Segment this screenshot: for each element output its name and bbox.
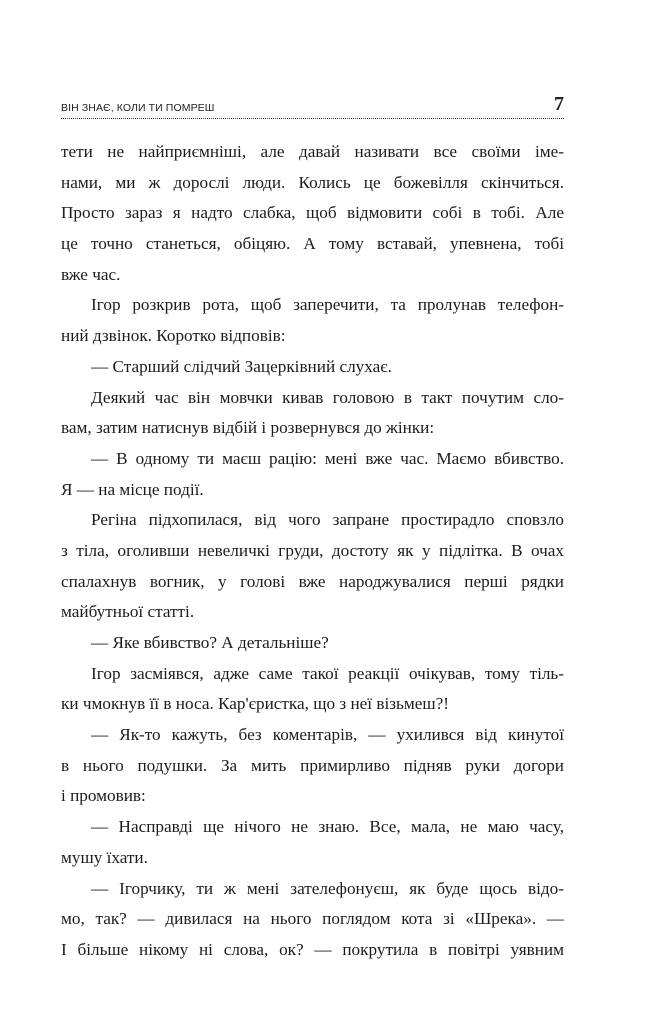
text-line: — Як-то кажуть, без коментарів, — ухилився від кинутої: [91, 725, 564, 745]
text-line: Я — на місце події.: [61, 479, 204, 499]
text-line: Просто зараз я надто слабка, щоб відмовити собі в тобі. Але: [61, 203, 564, 223]
text-line: — Ігорчику, ти ж мені зателефонуєш, як буде щось відо-: [91, 878, 564, 898]
text-line: Регіна підхопилася, від чого запране простирадло сповзло: [91, 510, 564, 530]
text-line: це точно станеться, обіцяю. А тому вставай, упевнена, тобі: [61, 234, 564, 254]
body-text: [61, 137, 564, 966]
text-line: мо, так? — дивилася на нього поглядом кота зі «Шрека». —: [61, 909, 564, 929]
text-line: мушу їхати.: [61, 847, 148, 867]
text-line: спалахнув вогник, у голові вже народжувалися перші рядки: [61, 571, 564, 591]
text-line: І більше нікому ні слова, ок? — покрутила в повітрі уявним: [61, 939, 564, 959]
running-header-title: ВІН ЗНАЄ, КОЛИ ТИ ПОМРЕШ: [61, 102, 215, 114]
page-number: 7: [554, 93, 564, 115]
text-line: — Яке вбивство? А детальніше?: [91, 633, 329, 652]
text-line: в нього подушки. За мить примирливо підняв руки догори: [61, 755, 564, 775]
running-header: [61, 93, 564, 119]
text-line: Деякий час він мовчки кивав головою в такт почутим сло-: [91, 387, 564, 407]
text-line: Ігор розкрив рота, щоб заперечити, та пролунав телефон-: [91, 295, 564, 315]
text-line: нами, ми ж дорослі люди. Колись це божевілля скінчиться.: [61, 172, 564, 192]
text-line: вже час.: [61, 264, 121, 284]
text-line: Ігор засміявся, адже саме такої реакції очікував, тому тіль-: [91, 663, 564, 683]
text-line: тети не найприємніші, але давай називати все своїми іме-: [61, 142, 564, 161]
text-line: майбутньої статті.: [61, 602, 195, 622]
text-line: з тіла, оголивши невеличкі груди, достоту як у підлітка. В очах: [61, 540, 564, 560]
text-line: — В одному ти маєш рацію: мені вже час. Маємо вбивство.: [91, 448, 564, 468]
text-line: ки чмокнув її в носа. Кар'єристка, що з неї візьмеш?!: [61, 694, 449, 714]
text-line: — Старший слідчий Зацерківний слухає.: [91, 356, 392, 376]
text-line: — Насправді ще нічого не знаю. Все, мала, не маю часу,: [91, 817, 564, 837]
text-line: ний дзвінок. Коротко відповів:: [61, 326, 286, 346]
text-line: вам, затим натиснув відбій і розвернувся до жінки:: [61, 418, 435, 438]
text-line: і промовив:: [61, 786, 146, 806]
